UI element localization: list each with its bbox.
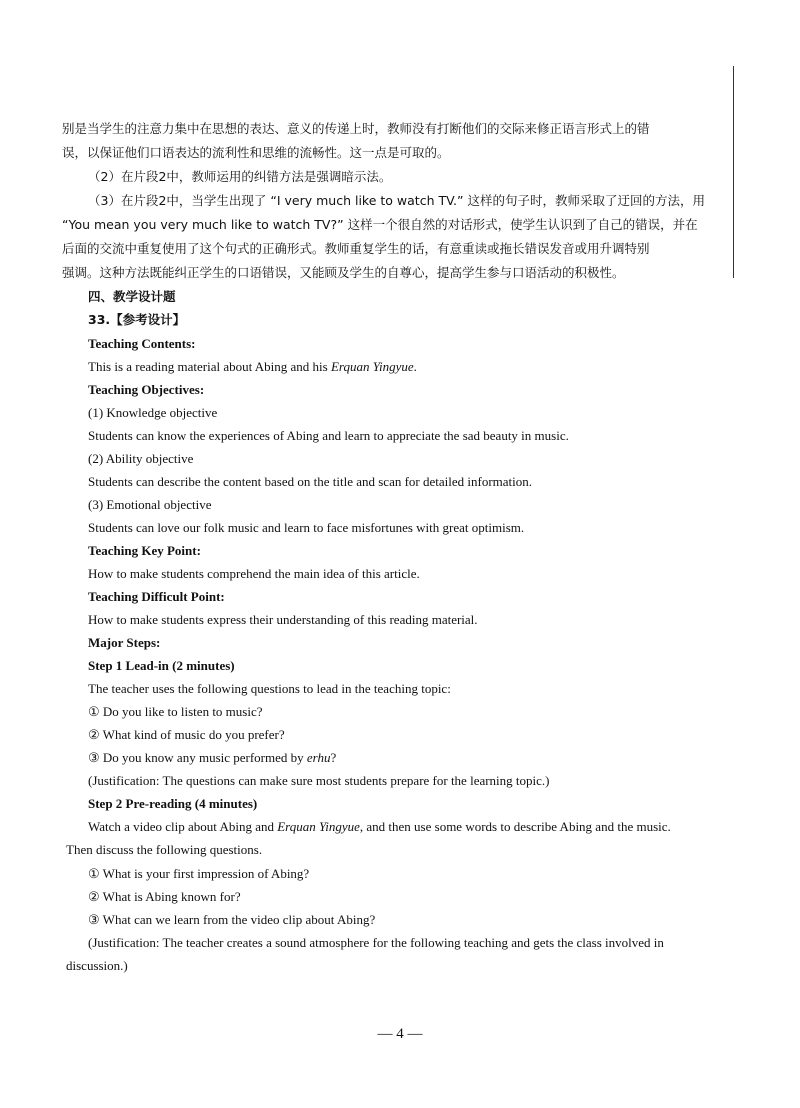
objective-label: (1) Knowledge objective [88,405,218,420]
key-point-heading: Teaching Key Point: [88,543,201,558]
paragraph-line: 强调。这种方法既能纠正学生的口语错误，又能顾及学生的自尊心，提高学生参与口语活动的积极性。 [62,265,625,280]
step2-heading: Step 2 Pre-reading (4 minutes) [88,796,258,811]
step1-intro: The teacher uses the following questions to lead in the teaching topic: [88,681,451,696]
difficult-point-heading: Teaching Difficult Point: [88,589,225,604]
text-run: . [413,359,417,374]
justification-text: (Justification: The questions can make sure most students prepare for the learning topic.) [88,773,550,788]
question-item: ② What kind of music do you prefer? [88,727,285,742]
key-point-text: How to make students comprehend the main idea of this article. [88,566,420,581]
question-item: ① What is your first impression of Abing? [88,866,310,881]
question-item: ③ What can we learn from the video clip about Abing? [88,912,376,927]
paragraph-line: “You mean you very much like to watch TV?” 这样一个很自然的对话形式，使学生认识到了自己的错误，并在 [62,217,698,232]
page-number: — 4 — [377,1026,423,1042]
text-run: This is a reading material about Abing and his [88,359,331,374]
paragraph-line: 别是当学生的注意力集中在思想的表达、意义的传递上时，教师没有打断他们的交际来修正语言形式上的错 [62,121,650,136]
question-item: ① Do you like to listen to music? [88,704,263,719]
step2-text [88,819,671,835]
objective-label: (3) Emotional objective [88,497,212,512]
major-steps-heading: Major Steps: [88,635,161,650]
teaching-contents-text [88,359,417,375]
paragraph-line: （3）在片段2中，当学生出现了 “I very much like to watch TV.” 这样的句子时，教师采取了迂回的方法，用 [88,193,705,208]
italic-title: Erquan Yingyue [330,359,414,374]
justification-text: (Justification: The teacher creates a sound atmosphere for the following teaching and gets the class involved in [88,935,664,950]
section-heading: 四、教学设计题 [88,289,176,304]
objective-text: Students can love our folk music and learn to face misfortunes with great optimism. [88,520,525,535]
step2-text: Then discuss the following questions. [66,842,263,857]
text-run: ? [330,750,337,765]
step1-heading: Step 1 Lead-in (2 minutes) [88,658,235,673]
teaching-contents-heading: Teaching Contents: [88,336,196,351]
objective-text: Students can describe the content based on the title and scan for detailed information. [88,474,533,489]
paragraph-line: 误，以保证他们口语表达的流利性和思维的流畅性。这一点是可取的。 [62,145,450,160]
paragraph-line: 后面的交流中重复使用了这个句式的正确形式。教师重复学生的话，有意重读或拖长错误发音或用升调特别 [62,241,650,256]
question-number: 33.【参考设计】 [88,312,186,327]
italic-term: erhu [306,750,331,765]
text-run: ③ Do you know any music performed by [88,750,307,765]
paragraph-line: （2）在片段2中，教师运用的纠错方法是强调暗示法。 [88,169,392,184]
text-run: Watch a video clip about Abing and [88,819,278,834]
text-run: , and then use some words to describe Abing and the music. [359,819,671,834]
difficult-point-text: How to make students express their understanding of this reading material. [88,612,478,627]
question-item: ② What is Abing known for? [88,889,241,904]
italic-title: Erquan Yingyue [277,819,360,834]
objective-label: (2) Ability objective [88,451,194,466]
teaching-objectives-heading: Teaching Objectives: [88,382,205,397]
question-item [88,750,336,766]
objective-text: Students can know the experiences of Abing and learn to appreciate the sad beauty in music. [88,428,569,443]
margin-rule [733,66,734,278]
justification-text: discussion.) [66,958,128,973]
